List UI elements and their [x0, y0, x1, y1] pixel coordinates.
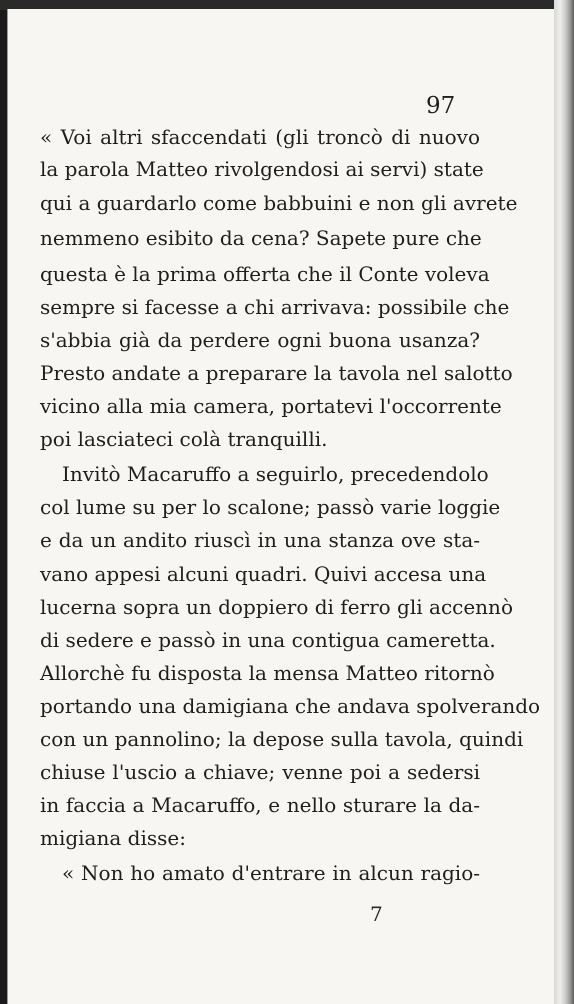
text-line: in faccia a Macaruffo, e nello sturare la da- [40, 793, 480, 817]
page-number: 97 [426, 93, 456, 119]
text-line: migiana disse: [40, 826, 186, 850]
text-line: vicino alla mia camera, portatevi l'occorrente [40, 394, 502, 418]
text-line: portando una damigiana che andava spolverando [40, 694, 541, 718]
text-line: e da un andito riuscì in una stanza ove sta- [40, 528, 480, 552]
text-line: di sedere e passò in una contigua cameretta. [40, 628, 496, 652]
text-line: Presto andate a preparare la tavola nel salotto [40, 361, 513, 385]
page-sheet [7, 9, 555, 1004]
text-line: chiuse l'uscio a chiave; venne poi a sedersi [40, 760, 480, 784]
text-line: sempre si facesse a chi arrivava: possibile che [40, 295, 510, 319]
text-line: « Non ho amato d'entrare in alcun ragio- [62, 861, 480, 885]
text-line: vano appesi alcuni quadri. Quivi accesa una [40, 562, 487, 586]
text-line: Allorchè fu disposta la mensa Matteo ritornò [40, 661, 495, 685]
text-line: Invitò Macaruffo a seguirlo, precedendolo [62, 462, 489, 486]
text-line: con un pannolino; la depose sulla tavola, quindi [40, 727, 524, 751]
text-line: poi lasciateci colà tranquilli. [40, 427, 328, 451]
text-line: questa è la prima offerta che il Conte voleva [40, 262, 490, 286]
text-line: la parola Matteo rivolgendosi ai servi) state [40, 157, 484, 181]
text-line: col lume su per lo scalone; passò varie loggie [40, 495, 501, 519]
text-line: nemmeno esibito da cena? Sapete pure che [40, 226, 482, 250]
text-line: qui a guardarlo come babbuini e non gli avrete [40, 191, 518, 215]
signature-mark: 7 [370, 902, 383, 926]
book-edge-shadow [554, 0, 574, 1004]
text-line: lucerna sopra un doppiero di ferro gli accennò [40, 595, 513, 619]
text-line: « Voi altri sfaccendati (gli troncò di nuovo [40, 125, 480, 149]
text-line: s'abbia già da perdere ogni buona usanza? [40, 328, 480, 352]
